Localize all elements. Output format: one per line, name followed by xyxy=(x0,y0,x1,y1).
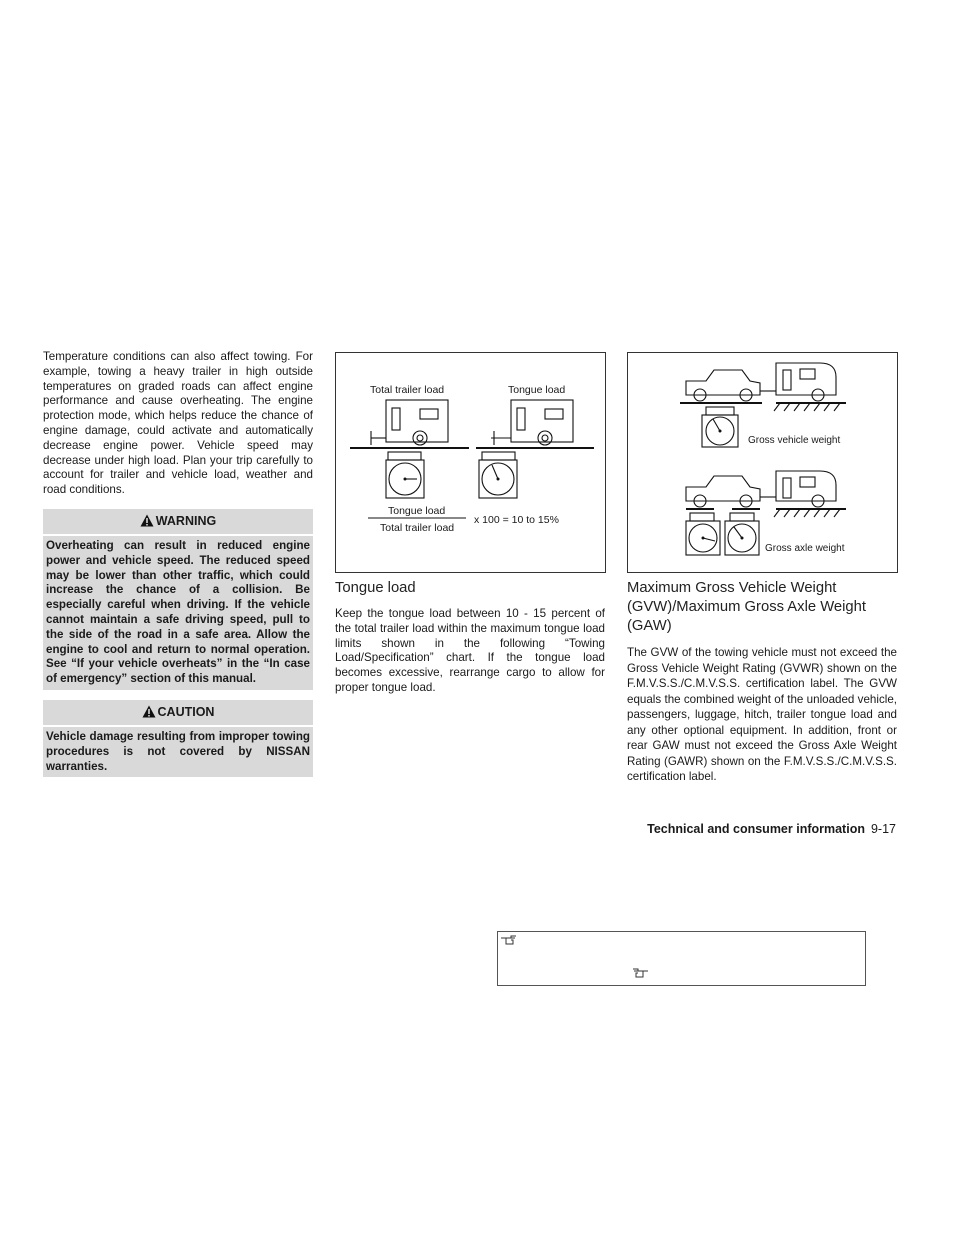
warning-box xyxy=(43,509,313,690)
warning-header xyxy=(43,509,313,534)
caution-icon xyxy=(142,705,156,721)
fraction-denominator: Total trailer load xyxy=(380,522,455,534)
fraction-numerator: Tongue load xyxy=(388,505,446,517)
pointing-hand-back-icon xyxy=(631,966,649,984)
tongue-load-paragraph: Keep the tongue load between 10 - 15 percent of the total trailer load within the maximum tongue load limits shown in the following “Towing Load/Specification” chart. If the tongue load becomes excessive, rearrange cargo to allow for proper tongue load. xyxy=(335,607,605,694)
warning-icon xyxy=(140,514,154,530)
gross-weight-diagram xyxy=(628,353,897,572)
caution-text: Vehicle damage resulting from improper towing procedures is not covered by NISSAN warranties. xyxy=(43,725,313,777)
caution-box xyxy=(43,700,313,777)
gross-vehicle-weight-label: Gross vehicle weight xyxy=(748,435,841,446)
warning-text: Overheating can result in reduced engine power and vehicle speed. The reduced speed may be lower than other traffic, which could increase the chance of a collision. Be especially careful when driving. If the vehicle cannot maintain a safe driving speed, pull to the side of the road in a safe area. Allow the engine to cool and return to normal operation. See “If your vehicle overheats” in the “In case of emergency” section of this manual. xyxy=(43,534,313,690)
footer-section-title: Technical and consumer information xyxy=(647,822,865,836)
tongue-load-figure xyxy=(335,352,606,573)
gross-weight-figure xyxy=(627,352,898,573)
page-footer xyxy=(647,822,896,836)
caution-title: CAUTION xyxy=(157,704,215,719)
tongue-load-heading: Tongue load xyxy=(335,580,416,596)
formula-text: x 100 = 10 to 15% xyxy=(474,514,559,526)
page-number: 9-17 xyxy=(870,822,896,836)
intro-paragraph: Temperature conditions can also affect towing. For example, towing a heavy trailer in high outside temperatures on graded roads can affect engine performance and cause overheating. The engine protection mode, which helps reduce the chance of engine damage, could activate and automatically decrease engine power. Vehicle speed may decrease under high load. Plan your trip carefully to account for trailer and vehicle load, weather and road conditions. xyxy=(43,350,313,497)
middle-column xyxy=(335,579,605,696)
left-column xyxy=(43,350,313,777)
total-trailer-load-label: Total trailer load xyxy=(370,384,445,396)
pointing-hand-icon xyxy=(500,933,518,951)
warning-title: WARNING xyxy=(155,513,217,528)
gvw-gaw-paragraph: The GVW of the towing vehicle must not exceed the Gross Vehicle Weight Rating (GVWR) shown on the F.M.V.S.S./C.M.V.S.S. certification label. The GVW equals the combined weight of the unloaded vehicle, passengers, luggage, hitch, trailer tongue load and any other optional equipment. In addition, front or rear GAW must not exceed the Gross Axle Weight Rating (GAWR) shown on the F.M.V.S.S./C.M.V.S.S. certification label. xyxy=(627,646,897,783)
gross-axle-weight-label: Gross axle weight xyxy=(765,543,845,554)
note-box xyxy=(497,931,866,986)
right-column xyxy=(627,579,897,785)
tongue-load-label: Tongue load xyxy=(508,384,566,396)
caution-header xyxy=(43,700,313,725)
gvw-gaw-heading: Maximum Gross Vehicle Weight (GVW)/Maximum Gross Axle Weight (GAW) xyxy=(627,580,866,634)
